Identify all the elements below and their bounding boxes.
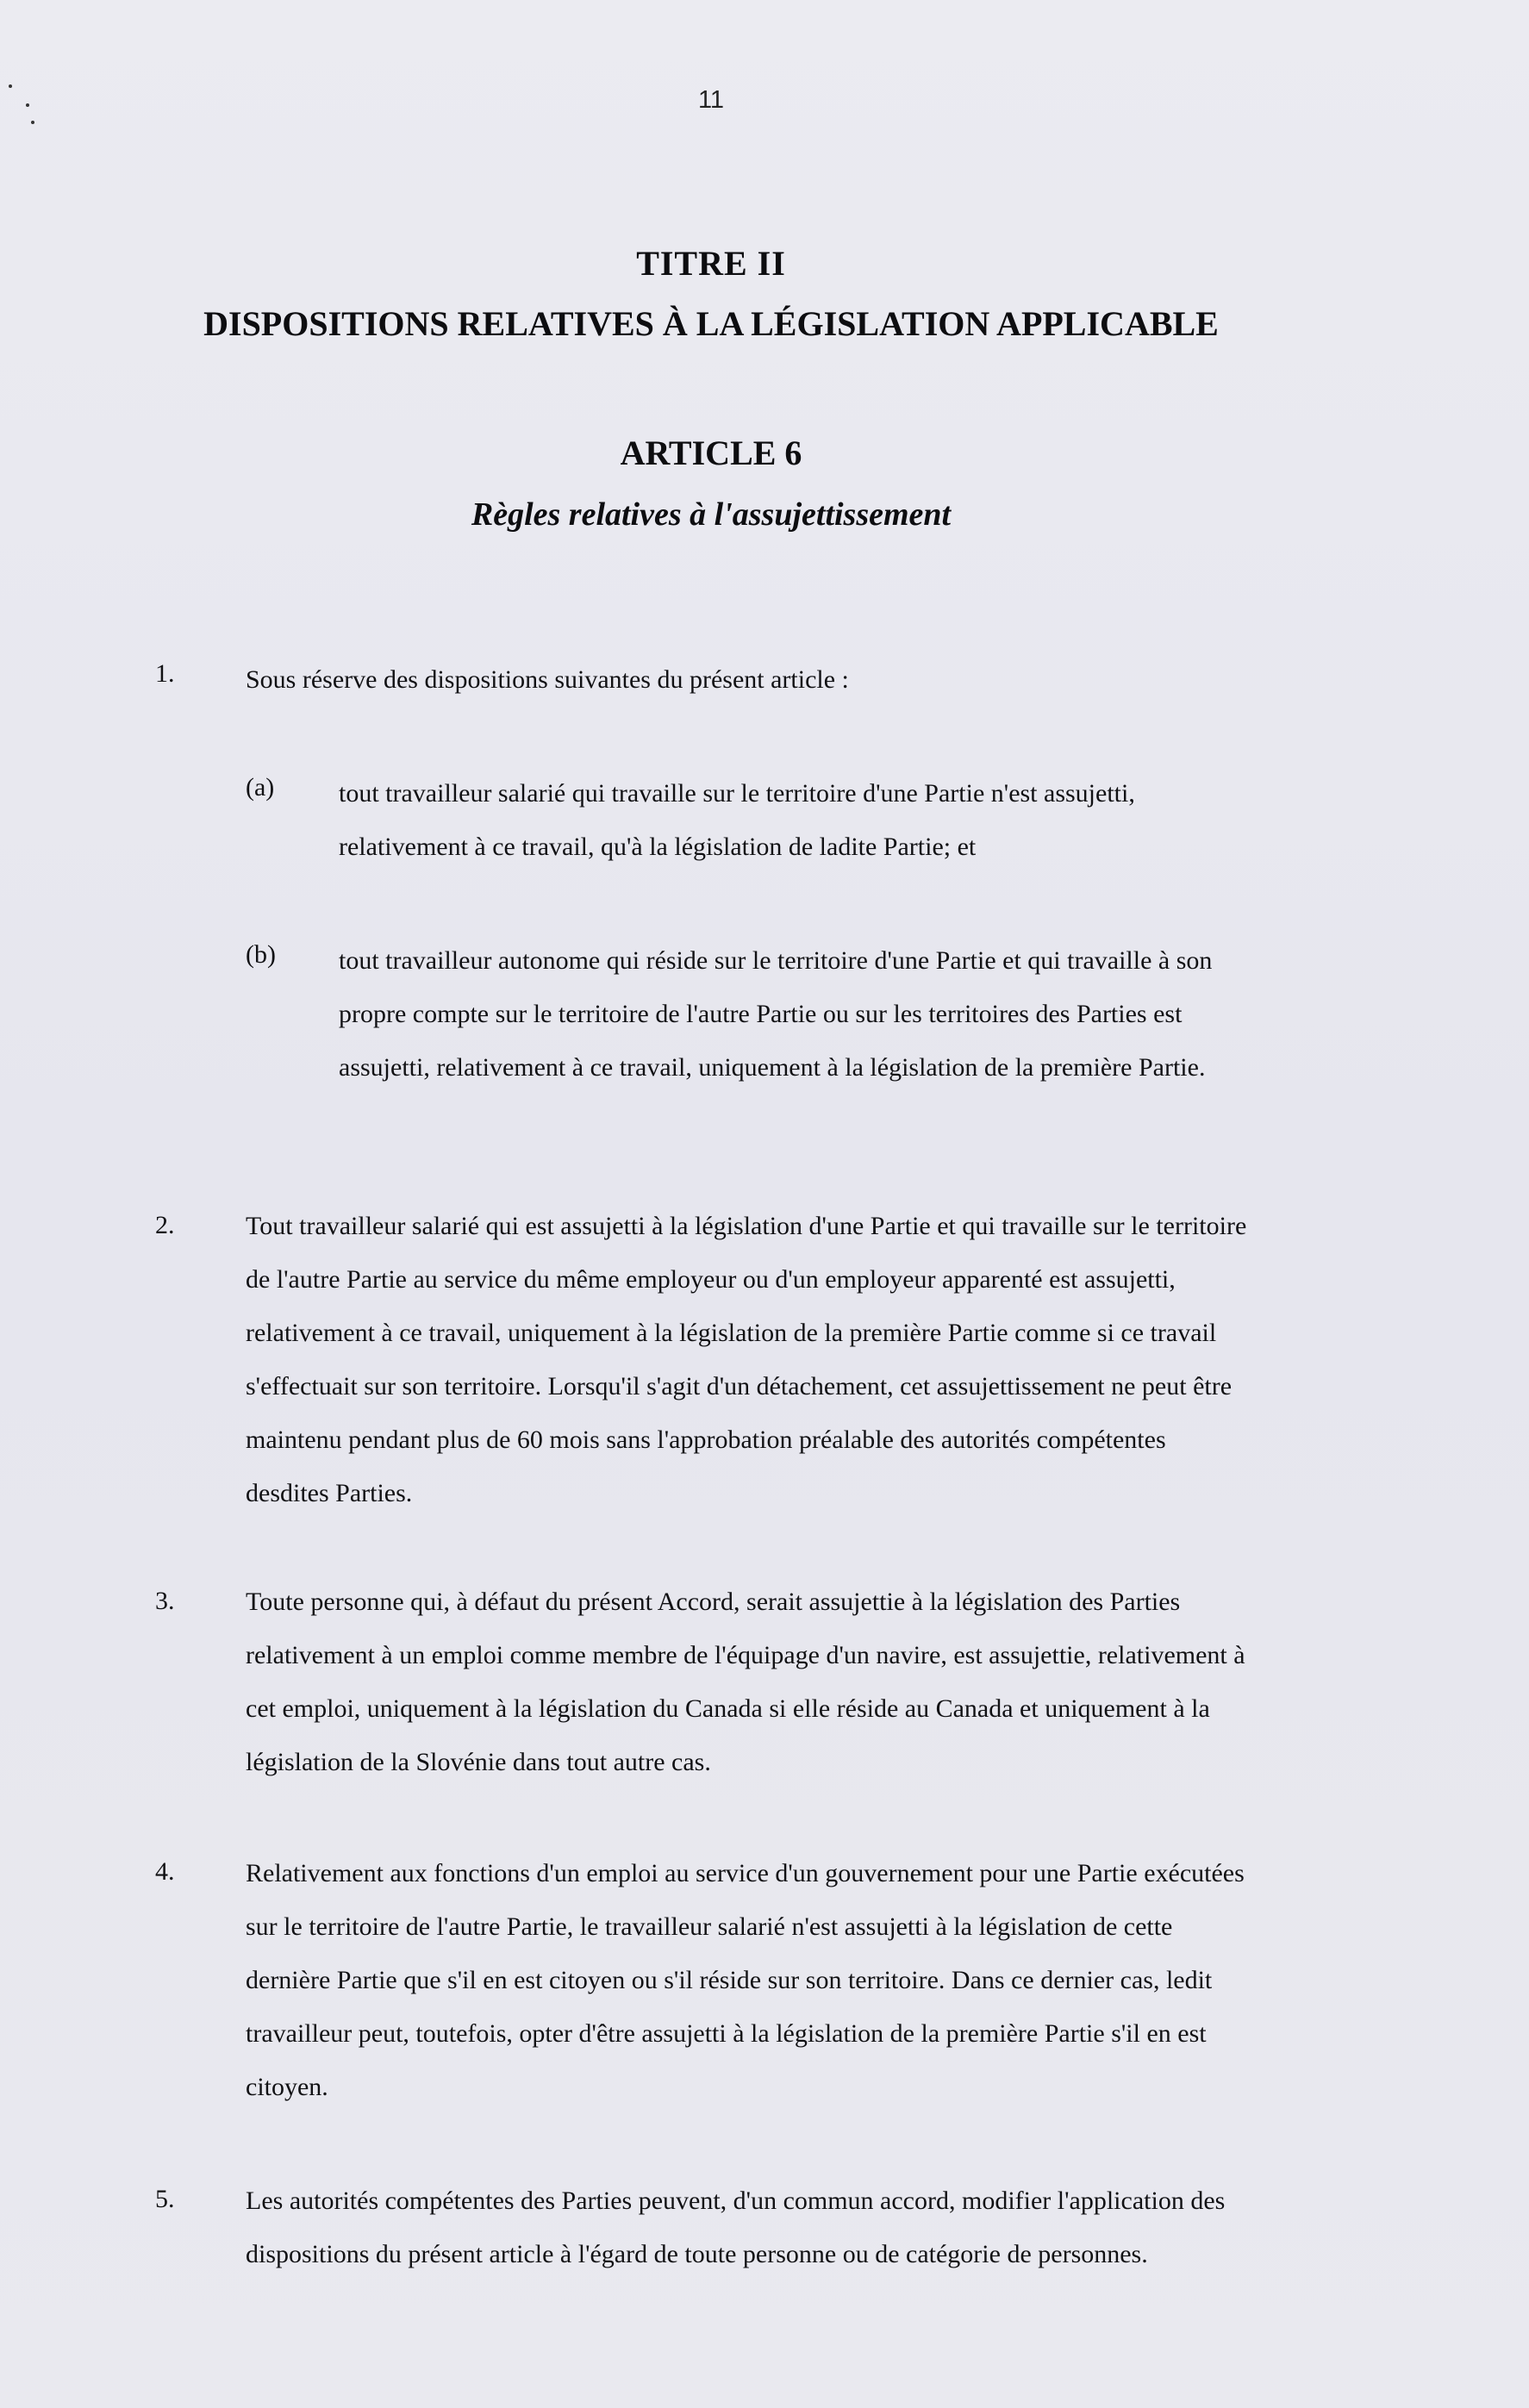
paragraph-text: Tout travailleur salarié qui est assujetti à la législation d'une Partie et qui travaille sur le territoire de l'autre Partie au service du même employeur ou d'un employeur apparenté est assujetti, relativement à ce travail, uniquement à la législation de la première Partie comme si ce travail s'effectuait sur son territoire. Lorsqu'il s'agit d'un détachement, cet assujettissement ne peut être maintenu pendant plus de 60 mois sans l'approbation préalable des autorités compétentes desdites Parties.	[246, 1212, 1247, 1507]
paragraph-number: 5.	[155, 2185, 175, 2213]
subitem-text: tout travailleur salarié qui travaille sur le territoire d'une Partie n'est assujetti, relativement à ce travail, qu'à la législation de ladite Partie; et	[339, 779, 1135, 861]
subitem-label: (a)	[246, 773, 275, 802]
article-subtitle: Règles relatives à l'assujettissement	[471, 496, 952, 533]
subitem-label: (b)	[246, 940, 276, 969]
scan-speck	[9, 84, 12, 88]
paragraph-number: 2.	[155, 1211, 175, 1239]
title-part: TITRE II	[636, 244, 786, 283]
article-number: ARTICLE 6	[620, 434, 802, 472]
paragraph-text: Relativement aux fonctions d'un emploi au service d'un gouvernement pour une Partie exécutées sur le territoire de l'autre Partie, le travailleur salarié n'est assujetti à la législation de cette dernière Partie que s'il en est citoyen ou s'il réside sur son territoire. Dans ce dernier cas, ledit travailleur peut, toutefois, opter d'être assujetti à la législation de la première Partie s'il en est citoyen.	[246, 1859, 1245, 2101]
subitem-text: tout travailleur autonome qui réside sur le territoire d'une Partie et qui travaille à son propre compte sur le territoire de l'autre Partie ou sur les territoires des Parties est assujetti, relativement à ce travail, uniquement à la législation de la première Partie.	[339, 946, 1213, 1082]
paragraph-number: 1.	[155, 659, 175, 688]
page-number: 11	[697, 86, 725, 114]
scan-speck	[31, 121, 34, 124]
paragraph-text: Les autorités compétentes des Parties peuvent, d'un commun accord, modifier l'application des dispositions du présent article à l'égard de toute personne ou de catégorie de personnes.	[246, 2187, 1226, 2268]
paragraph-number: 4.	[155, 1857, 175, 1886]
paragraph-number: 3.	[155, 1587, 175, 1615]
scan-speck	[26, 103, 29, 107]
paragraph-text: Sous réserve des dispositions suivantes du présent article :	[246, 665, 849, 694]
title-heading: DISPOSITIONS RELATIVES À LA LÉGISLATION APPLICABLE	[203, 304, 1219, 343]
paragraph-text: Toute personne qui, à défaut du présent Accord, serait assujettie à la législation des Parties relativement à un emploi comme membre de l'équipage d'un navire, est assujettie, relativement à cet emploi, uniquement à la législation du Canada si elle réside au Canada et uniquement à la législation de la Slovénie dans tout autre cas.	[246, 1588, 1245, 1776]
